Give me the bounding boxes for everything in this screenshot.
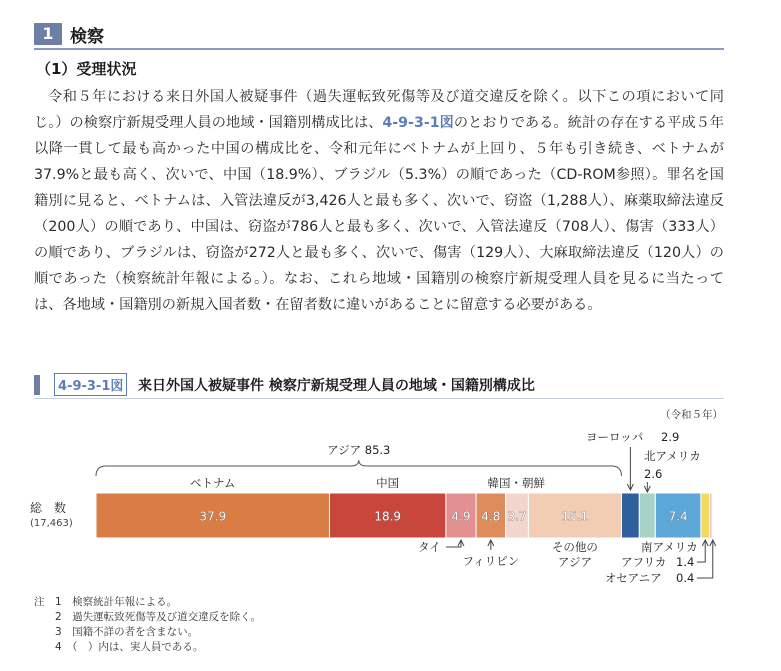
bar-segment (701, 493, 710, 538)
note-line: 3 国籍不詳の者を含まない。 (34, 626, 199, 638)
segment-name-label: フィリピン (462, 554, 520, 568)
group-label: アジア 85.3 (327, 443, 391, 457)
figure-year-note: （令和５年） (660, 409, 723, 421)
segment-value-label: 4.9 (451, 509, 471, 524)
group-label: 韓国・朝鮮 (487, 476, 546, 490)
segment-value-label: 2.9 (661, 430, 680, 444)
segment-name-label: ヨーロッパ (586, 430, 644, 444)
segment-value-label: 1.4 (676, 555, 695, 569)
bar-segment (710, 493, 712, 538)
segment-value-label: 0.4 (676, 571, 695, 585)
figure-title: 来日外国人被疑事件 検察庁新規受理人員の地域・国籍別構成比 (138, 378, 535, 394)
segment-name-label: オセアニア (605, 571, 662, 585)
segment-value-label: 7.4 (668, 509, 688, 524)
segment-name-label: その他の (551, 540, 598, 554)
segment-value-label: 37.9 (199, 509, 227, 524)
figure-id: 4-9-3-1図 (54, 373, 127, 396)
subsection-title: （1）受理状況 (36, 60, 137, 78)
row-label: 総 数 (30, 501, 67, 515)
segment-name-label: ベトナム (190, 476, 236, 490)
segment-name-label: 北アメリカ (644, 449, 701, 463)
segment-value-label: 18.9 (374, 509, 402, 524)
section-number: 1 (34, 23, 62, 45)
note-line: 2 過失運転致死傷等及び道交違反を除く。 (34, 611, 261, 623)
paragraph-text-2: のとおりである。統計の存在する平成５年以降一貫して最も高かった中国の構成比を、令和元年にベトナムが上回り、５年も引き続き、ベトナムが37.9%と最も高く、次いで、中国（18.9%）、ブラジル（5.3%）の順であった（CD-ROM参照）。罪名を国籍別に見ると、ベトナムは、入管法違反が3,426人と最も多く、次いで、窃盗（1,288人）、麻薬取締法違反（200人）の順であり、中国は、窃盗が786人と最も多く、次いで、入管法違反（708人）、傷害（333人）の順であり、ブラジルは、窃盗が272人と最も多く、次いで、傷害（129人）、大麻取締法違反（120人）の順であった（検察統計年報による。）。なお、これら地域・国籍別の検察庁新規受理人員を見るに当たっては、各地域・国籍別の新規入国者数・在留者数に違いがあることに留意する必要がある。 (34, 115, 725, 313)
bar-segment (621, 493, 639, 538)
segment-value-label: 15.1 (561, 509, 589, 524)
segment-name-label: タイ (418, 540, 441, 554)
segment-name-label: アジア (557, 555, 592, 569)
segment-name-label: アフリカ (621, 555, 667, 569)
note-line: 注 1 検察統計年報による。 (34, 596, 178, 608)
segment-value-label: 3.7 (507, 509, 527, 524)
segment-name-label: 中国 (376, 476, 400, 490)
segment-name-label: 南アメリカ (641, 540, 698, 554)
paragraph-text-1: 令和５年における来日外国人被疑事件（過失運転致死傷等及び道交違反を除く。以下この項において同じ。）の検察庁新規受理人員の地域・国籍別構成比は、 (34, 89, 724, 131)
figure-reference-link[interactable]: 4-9-3-1図 (382, 115, 454, 131)
figure-notes (34, 595, 261, 655)
asia-brace (96, 460, 621, 476)
segment-value-label: 4.8 (481, 509, 501, 524)
bar-segment (639, 493, 655, 538)
row-sublabel: (17,463) (30, 518, 73, 529)
section-title: 検察 (70, 27, 104, 47)
segment-value-label: 2.6 (644, 467, 663, 481)
note-line: 4 （ ）内は、実人員である。 (34, 641, 204, 653)
leader-line (697, 541, 705, 562)
